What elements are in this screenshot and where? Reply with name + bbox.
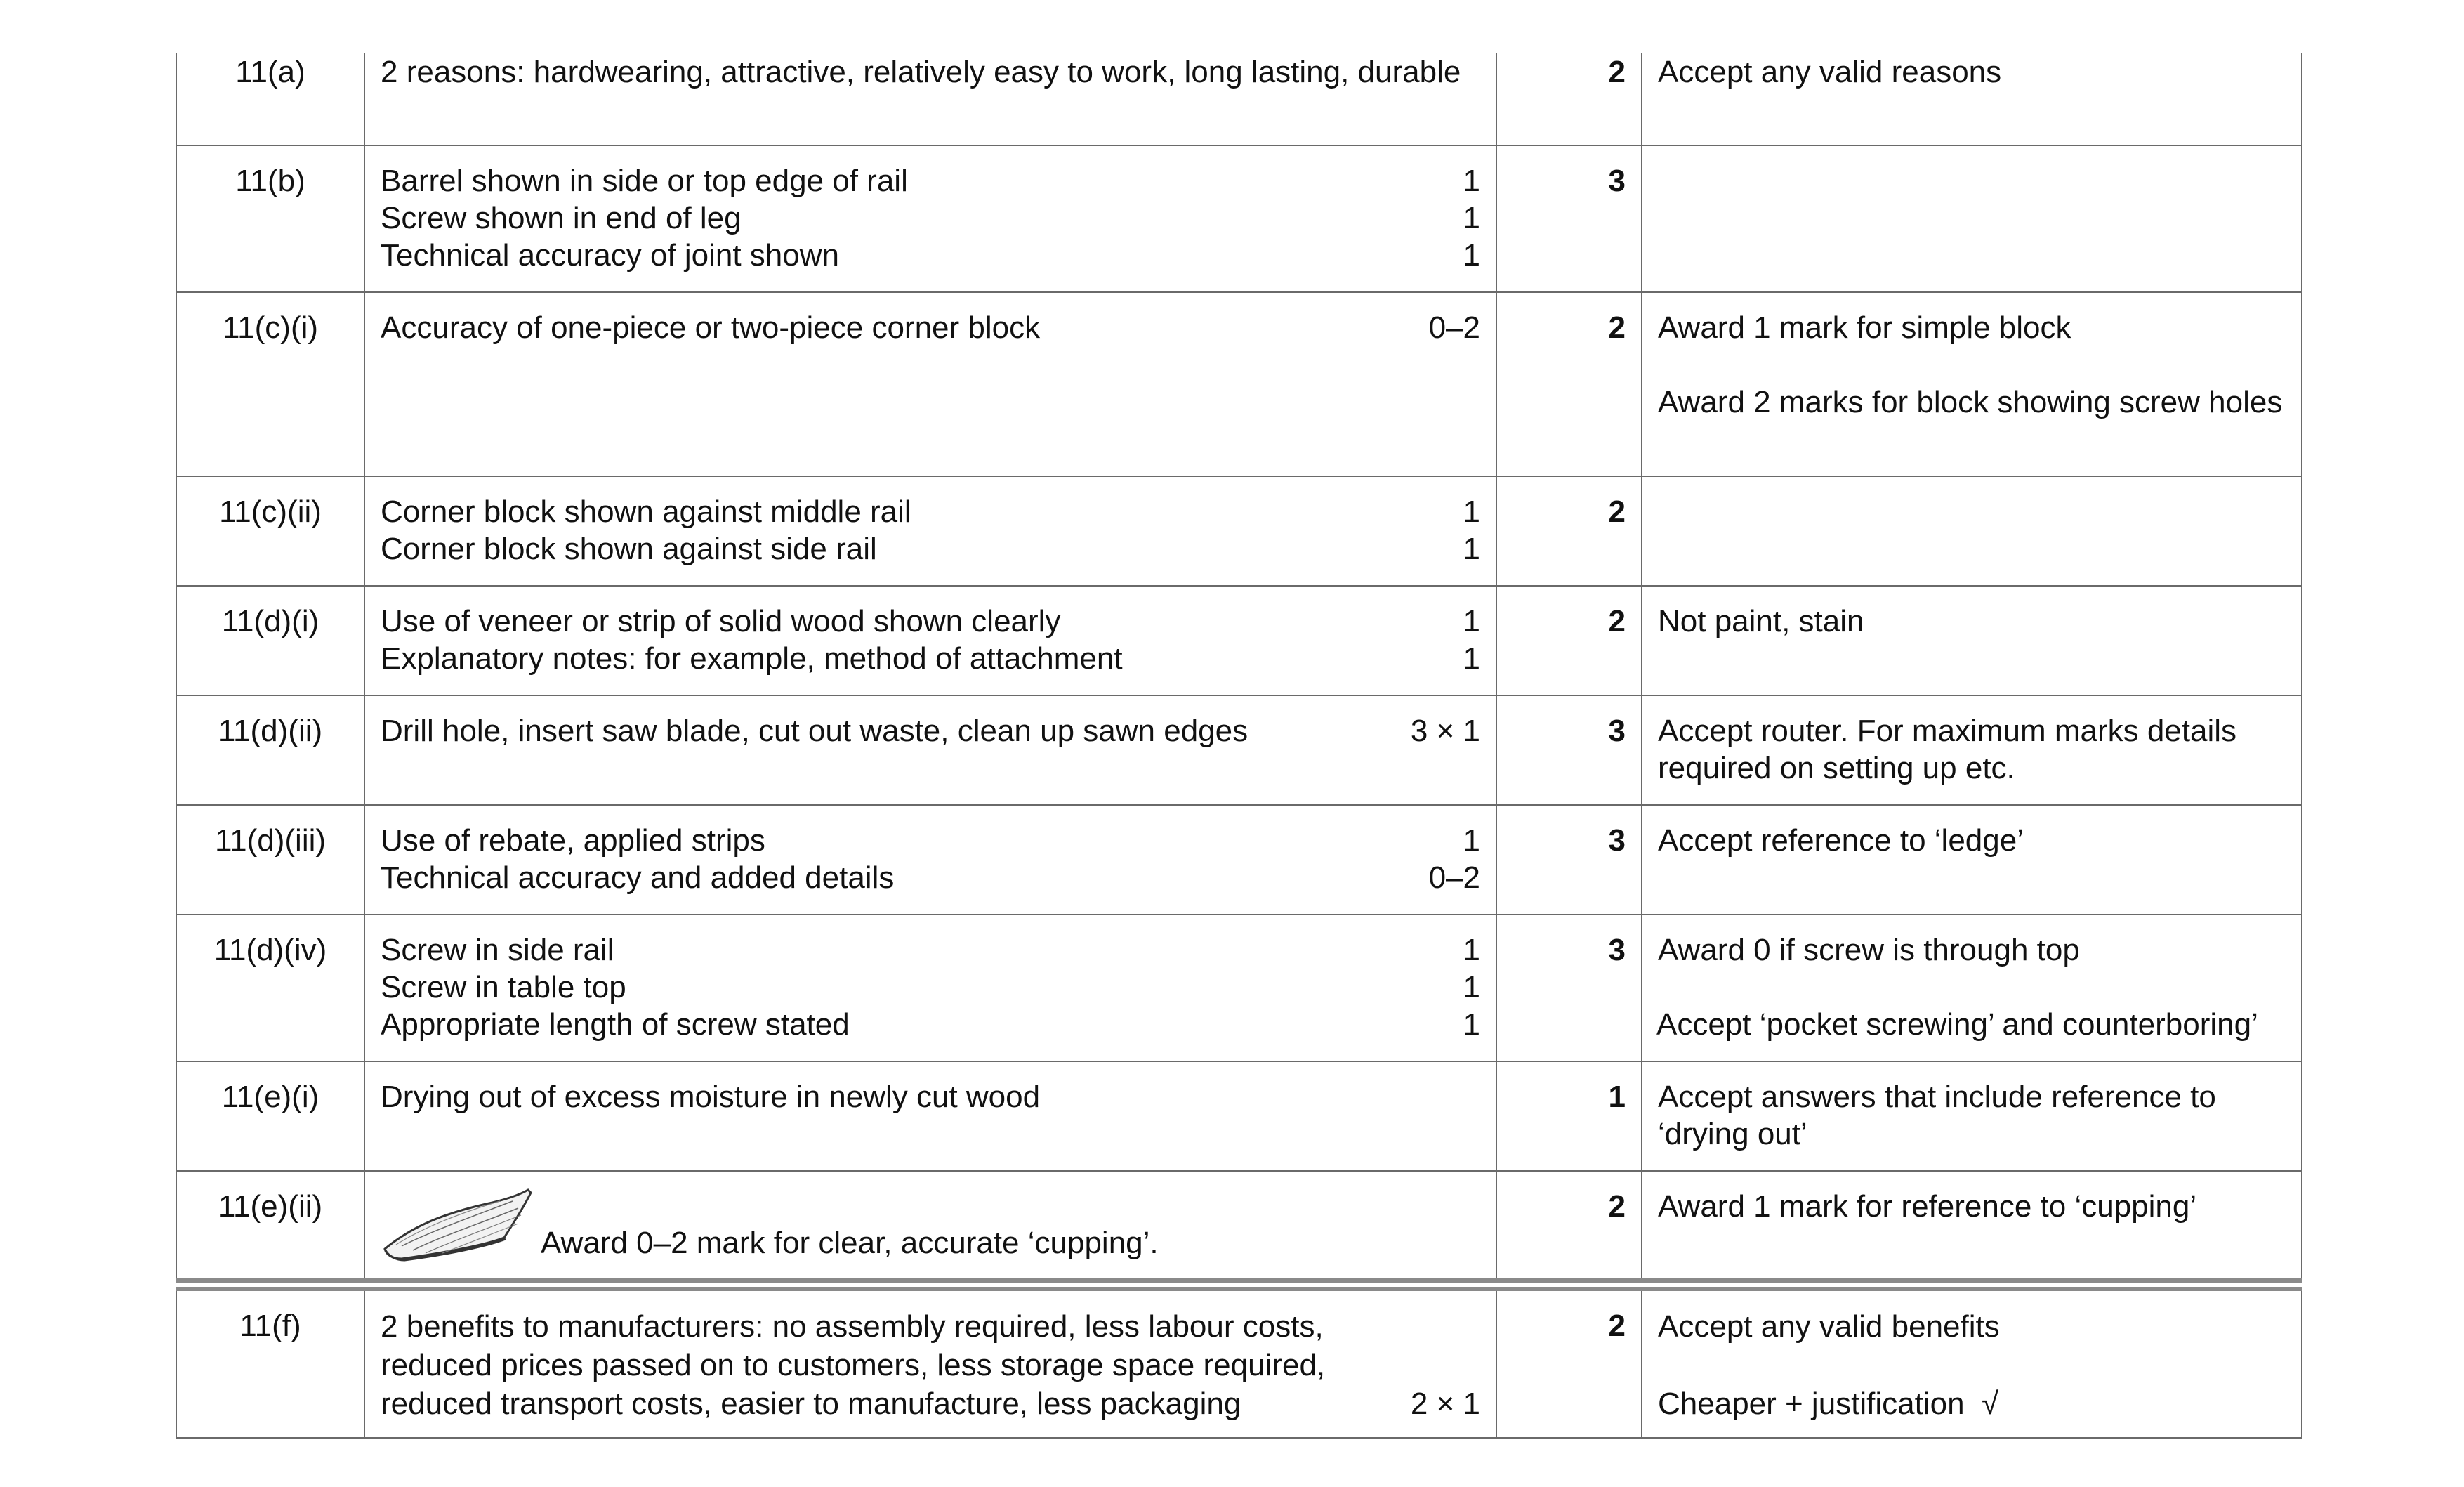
answer-line [381, 199, 1480, 237]
mark-value: 1 [1463, 641, 1480, 676]
cupping-sketch-row [381, 1186, 1480, 1264]
mark-value: 1 [1463, 238, 1480, 273]
spacer [1658, 1346, 2286, 1384]
answer-text: Corner block shown against middle rail [381, 494, 911, 529]
guidance-line: Award 2 marks for block showing screw holes [1658, 385, 2283, 419]
guidance-cell [1642, 145, 2302, 292]
total-marks: 2 [1496, 1285, 1642, 1438]
guidance-line: Not paint, stain [1658, 604, 1864, 638]
answer-cell [364, 695, 1496, 805]
answer-line [381, 712, 1480, 749]
question-number: 11(a) [176, 53, 364, 145]
total-marks: 1 [1496, 1061, 1642, 1171]
question-number: 11(d)(iv) [176, 915, 364, 1061]
total-marks: 2 [1496, 476, 1642, 586]
question-number: 11(c)(i) [176, 292, 364, 476]
guidance-line: Award 1 mark for simple block [1658, 310, 2071, 345]
question-number: 11(d)(i) [176, 586, 364, 695]
answer-text: Screw shown in end of leg [381, 201, 742, 235]
answer-cell [364, 586, 1496, 695]
table-row [176, 1061, 2302, 1171]
guidance-cell [1642, 476, 2302, 586]
total-marks: 2 [1496, 1171, 1642, 1285]
spacer [1658, 969, 2286, 1006]
cupping-caption: Award 0–2 mark for clear, accurate ‘cupping’. [541, 1226, 1159, 1260]
answer-line [381, 237, 1480, 274]
answer-cell [364, 476, 1496, 586]
answer-line [381, 530, 1480, 568]
question-number: 11(e)(i) [176, 1061, 364, 1171]
answer-cell [364, 1061, 1496, 1171]
guidance-cell [1642, 915, 2302, 1061]
answer-cell [364, 915, 1496, 1061]
answer-text: Screw in side rail [381, 933, 614, 967]
guidance-cell [1642, 53, 2302, 145]
guidance-cell [1642, 1061, 2302, 1171]
cupped-board-sketch-icon [381, 1186, 535, 1264]
answer-text: Technical accuracy and added details [381, 860, 895, 895]
total-marks: 2 [1496, 292, 1642, 476]
answer-cell [364, 53, 1496, 145]
total-marks: 3 [1496, 695, 1642, 805]
total-marks: 3 [1496, 915, 1642, 1061]
answer-text: Explanatory notes: for example, method of attachment [381, 641, 1123, 676]
answer-line [381, 162, 1480, 199]
guidance-cell [1642, 695, 2302, 805]
question-number: 11(d)(iii) [176, 805, 364, 915]
answer-line [381, 859, 1480, 896]
guidance-cell [1642, 292, 2302, 476]
mark-value: 0–2 [1428, 310, 1480, 345]
answer-cell [364, 805, 1496, 915]
answer-text: Screw in table top [381, 970, 626, 1004]
guidance-line: Accept reference to ‘ledge’ [1658, 823, 2024, 858]
answer-text: Use of veneer or strip of solid wood shown clearly [381, 604, 1061, 638]
mark-value: 2 × 1 [1410, 1387, 1480, 1421]
total-marks: 2 [1496, 53, 1642, 145]
answer-line [381, 603, 1480, 640]
mark-value: 1 [1463, 970, 1480, 1004]
table-row [176, 1285, 2302, 1438]
answer-cell [364, 1171, 1496, 1285]
guidance-cell [1642, 1285, 2302, 1438]
guidance-line: Accept router. For maximum marks details required on setting up etc. [1658, 714, 2237, 785]
total-marks: 3 [1496, 145, 1642, 292]
answer-line: Drying out of excess moisture in newly cut wood [381, 1080, 1041, 1114]
spacer [1658, 346, 2286, 384]
mark-value: 1 [1463, 823, 1480, 858]
guidance-line: Accept any valid benefits [1658, 1309, 2000, 1344]
guidance-line: Award 1 mark for reference to ‘cupping’ [1658, 1189, 2197, 1224]
guidance-line: Cheaper + justification √ [1658, 1387, 1999, 1421]
guidance-line: Accept answers that include reference to ‘drying out’ [1658, 1080, 2216, 1151]
answer-text: Barrel shown in side or top edge of rail [381, 164, 908, 198]
answer-text: Use of rebate, applied strips [381, 823, 765, 858]
answer-line [381, 931, 1480, 969]
mark-value: 1 [1463, 604, 1480, 638]
total-marks: 2 [1496, 586, 1642, 695]
answer-line: reduced prices passed on to customers, less storage space required, [381, 1348, 1326, 1382]
answer-line [381, 493, 1480, 530]
guidance-cell [1642, 1171, 2302, 1285]
guidance-line: Award 0 if screw is through top [1658, 933, 2080, 967]
table-row [176, 476, 2302, 586]
guidance-cell [1642, 805, 2302, 915]
guidance-cell [1642, 586, 2302, 695]
answer-line [381, 822, 1480, 859]
answer-line [381, 640, 1480, 677]
question-number: 11(f) [176, 1285, 364, 1438]
question-number: 11(d)(ii) [176, 695, 364, 805]
table-row [176, 695, 2302, 805]
question-number: 11(c)(ii) [176, 476, 364, 586]
answer-line [381, 969, 1480, 1006]
table-row [176, 1171, 2302, 1285]
answer-cell [364, 145, 1496, 292]
answer-text: Drill hole, insert saw blade, cut out waste, clean up sawn edges [381, 714, 1249, 748]
answer-text: Technical accuracy of joint shown [381, 238, 839, 273]
answer-cell [364, 292, 1496, 476]
answer-text: Appropriate length of screw stated [381, 1007, 850, 1042]
answer-line [381, 309, 1480, 346]
mark-value: 3 × 1 [1410, 714, 1480, 748]
table-row [176, 805, 2302, 915]
mark-value: 0–2 [1428, 860, 1480, 895]
mark-value: 1 [1463, 532, 1480, 566]
table-row [176, 145, 2302, 292]
mark-value: 1 [1463, 201, 1480, 235]
answer-line [381, 1006, 1480, 1043]
question-number: 11(e)(ii) [176, 1171, 364, 1285]
guidance-line: Accept any valid reasons [1658, 55, 2002, 89]
mark-scheme-table [176, 53, 2302, 1439]
answer-text: Corner block shown against side rail [381, 532, 877, 566]
total-marks: 3 [1496, 805, 1642, 915]
answer-line: 2 reasons: hardwearing, attractive, relatively easy to work, long lasting, durable [381, 55, 1461, 89]
table-row [176, 53, 2302, 145]
table-row [176, 292, 2302, 476]
answer-line [381, 1384, 1480, 1423]
answer-text: reduced transport costs, easier to manufacture, less packaging [381, 1387, 1241, 1421]
question-number: 11(b) [176, 145, 364, 292]
guidance-line: Accept ‘pocket screwing’ and counterboring’ [1656, 1007, 2258, 1042]
table-row [176, 915, 2302, 1061]
answer-text: Accuracy of one-piece or two-piece corner block [381, 310, 1041, 345]
mark-value: 1 [1463, 933, 1480, 967]
mark-value: 1 [1463, 1007, 1480, 1042]
table-row [176, 586, 2302, 695]
mark-value: 1 [1463, 164, 1480, 198]
mark-value: 1 [1463, 494, 1480, 529]
answer-line: 2 benefits to manufacturers: no assembly required, less labour costs, [381, 1309, 1324, 1344]
answer-cell [364, 1285, 1496, 1438]
